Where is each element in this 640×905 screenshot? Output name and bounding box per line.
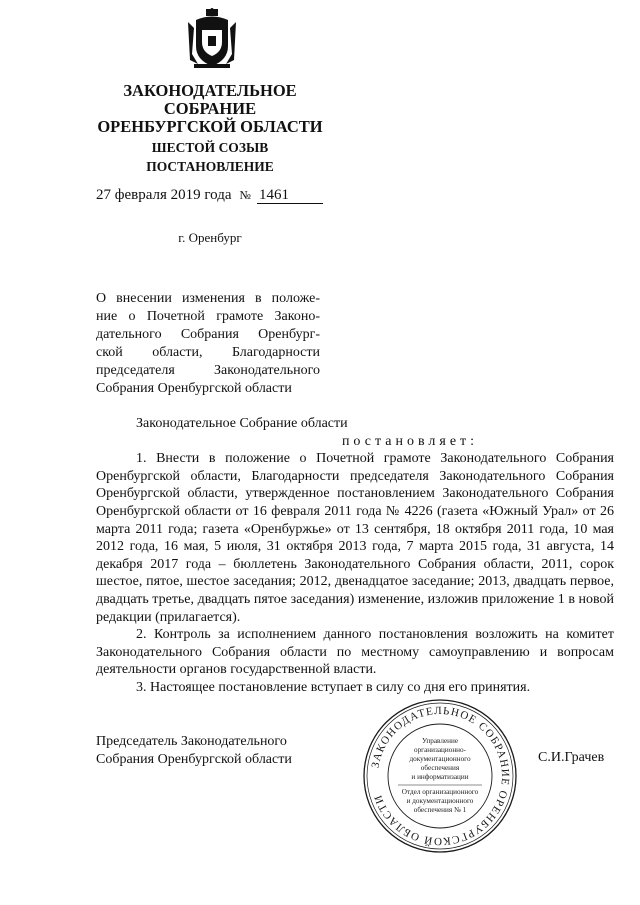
seal-inner-line: обеспечения № 1 bbox=[413, 806, 467, 814]
subject-line: дательного Собрания Оренбург- bbox=[96, 327, 320, 342]
signatory-name: С.И.Грачев bbox=[538, 750, 605, 765]
paragraph-2: 2. Контроль за исполнением данного постановления возложить на комитет Законодательного Собрания области по местному самоуправлению и вопросам деятельности органов государственной власти. bbox=[96, 627, 614, 678]
document-number: 1461 bbox=[257, 187, 323, 204]
date-number-line bbox=[96, 187, 323, 204]
subject-line: председателя Законодательного bbox=[96, 363, 320, 378]
assembly-line: Законодательное Собрание области bbox=[136, 416, 348, 431]
subject-line: О внесении изменения в положе- bbox=[96, 291, 320, 306]
org-name-line1: ЗАКОНОДАТЕЛЬНОЕ bbox=[123, 81, 297, 100]
org-name-line2: СОБРАНИЕ bbox=[163, 99, 257, 118]
seal-inner-line: обеспечения bbox=[420, 764, 460, 772]
document-date: 27 февраля 2019 года bbox=[96, 187, 232, 203]
document-type: ПОСТАНОВЛЕНИЕ bbox=[146, 159, 274, 174]
signatory-position bbox=[96, 733, 292, 769]
org-name-line3: ОРЕНБУРГСКОЙ ОБЛАСТИ bbox=[97, 117, 323, 136]
convocation: ШЕСТОЙ СОЗЫВ bbox=[151, 140, 269, 155]
document-body bbox=[96, 415, 614, 697]
city: г. Оренбург bbox=[178, 230, 242, 245]
position-line1: Председатель Законодательного bbox=[96, 734, 287, 749]
seal-inner-line: и информатизации bbox=[411, 773, 469, 781]
official-seal bbox=[360, 696, 520, 856]
document-subject bbox=[96, 290, 320, 398]
coat-of-arms-icon bbox=[186, 8, 238, 70]
number-sign: № bbox=[239, 188, 251, 202]
seal-inner-line: Отдел организационного bbox=[401, 788, 479, 796]
paragraph-3: 3. Настоящее постановление вступает в силу со дня его принятия. bbox=[136, 679, 531, 695]
subject-line: Собрания Оренбургской области bbox=[96, 381, 292, 396]
seal-inner-line: организационно- bbox=[413, 746, 467, 754]
seal-inner-line: документационного bbox=[409, 755, 471, 763]
subject-line: ской области, Благодарности bbox=[96, 345, 320, 360]
seal-inner-line: Управление bbox=[421, 737, 459, 745]
seal-ring-text: ЗАКОНОДАТЕЛЬНОЕ СОБРАНИЕ ОРЕНБУРГСКОЙ ОБЛАСТИ bbox=[369, 704, 512, 848]
decree-word: постановляет: bbox=[341, 433, 479, 449]
position-line2: Собрания Оренбургской области bbox=[96, 752, 292, 767]
paragraph-1: 1. Внести в положение о Почетной грамоте Законодательного Собрания Оренбургской области, Благодарности председателя Законодательного Собрания Оренбургской области, утвержденное постановлением Законодательного Собрания Оренбургской области от 16 февраля 2011 года № 4226 (газета «Южный Урал» от 26 марта 2011 года; газета «Оренбуржье» от 13 сентября, 18 октября 2011 года, 10 мая 2012 года, 16 мая, 5 июля, 31 октября 2013 года, 7 марта 2015 года, 31 августа, 14 декабря 2017 года – бюллетень Законодательного Собрания области, 2011, сорок шестое, пятое, шестое заседания; 2012, двенадцатое заседание; 2013, двадцать первое, двадцать третье, двадцать пятое заседания) изменение, изложив приложение 1 в новой редакции (прилагается). bbox=[96, 451, 614, 625]
seal-inner-line: и документационного bbox=[406, 797, 474, 805]
subject-line: ние о Почетной грамоте Законо- bbox=[96, 309, 320, 324]
